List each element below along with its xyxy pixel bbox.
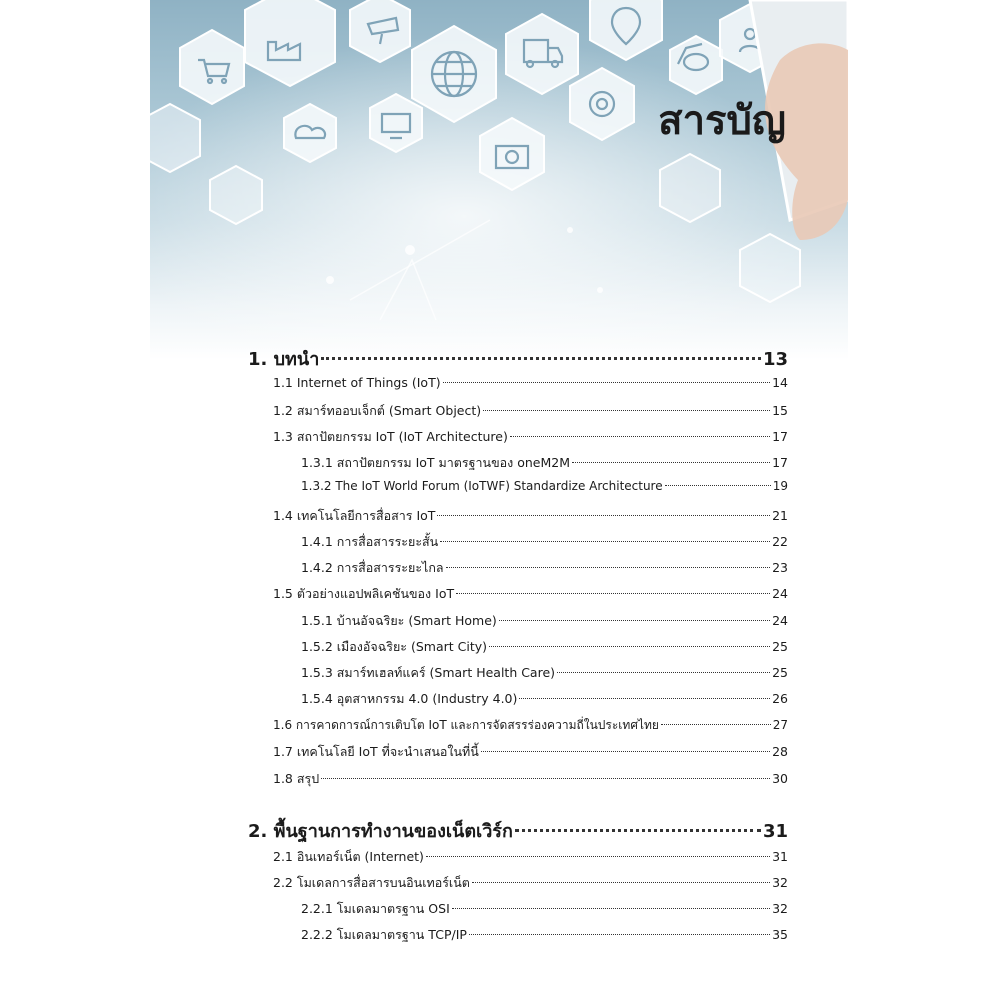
dot-leader [665,485,771,486]
page-number: 22 [772,534,788,549]
page-number: 26 [772,691,788,706]
toc-subentry[interactable] [301,925,788,945]
dot-leader [510,436,770,437]
entry-title: 2.2 โมเดลการสื่อสารบนอินเทอร์เน็ต [273,875,470,890]
dot-leader [426,856,770,857]
dot-leader [469,934,770,935]
table-of-contents [150,0,848,1000]
page-number: 28 [772,744,788,759]
dot-leader [437,515,770,516]
dot-leader [321,778,770,779]
entry-title: 2.1 อินเทอร์เน็ต (Internet) [273,849,424,864]
toc-entry[interactable] [273,375,788,390]
entry-title: 1.5.2 เมืองอัจฉริยะ (Smart City) [301,639,488,654]
entry-title: 1.5 ตัวอย่างแอปพลิเคชันของ IoT [273,586,455,601]
page-number: 21 [772,508,788,523]
dot-leader [321,357,761,360]
dot-leader [661,724,771,725]
dot-leader [440,541,770,542]
dot-leader [519,698,770,699]
entry-title: 1.5.1 บ้านอัจฉริยะ (Smart Home) [301,613,497,628]
toc-entry[interactable] [273,427,788,447]
book-page [150,0,848,1000]
toc-subentry[interactable] [301,637,788,657]
entry-title: 1.6 การคาดการณ์การเติบโต IoT และการจัดสรรร่องความถี่ในประเทศไทย [273,718,659,732]
page-number: 14 [772,375,788,390]
dot-leader [443,382,771,383]
toc-entry[interactable] [273,769,788,789]
page-number: 24 [772,613,788,628]
page-number: 17 [772,455,788,470]
entry-title: 1.5.4 อุตสาหกรรม 4.0 (Industry 4.0) [301,691,518,706]
entry-title: 1.8 สรุป [273,771,320,786]
dot-leader [446,567,771,568]
toc-entry[interactable] [273,847,788,867]
entry-title: 1.1 Internet of Things (IoT) [273,375,441,390]
toc-subentry[interactable] [301,453,788,473]
toc-entry[interactable] [273,742,788,762]
page-number: 13 [762,349,788,370]
page-number: 25 [772,639,788,654]
toc-subentry[interactable] [301,899,788,919]
entry-title: 1.3.1 สถาปัตยกรรม IoT มาตรฐานของ oneM2M [301,455,570,470]
page-number: 25 [772,665,788,680]
chapter-title: 1. บทนำ [248,349,320,370]
page-number: 23 [772,560,788,575]
toc-entry[interactable] [273,584,788,604]
entry-title: 1.3.2 The IoT World Forum (IoTWF) Standardize Architecture [301,479,663,493]
dot-leader [515,829,761,832]
page-number: 32 [772,901,788,916]
page-number: 27 [772,718,788,732]
toc-subentry[interactable] [301,532,788,552]
toc-subentry[interactable] [301,479,788,493]
page-number: 15 [772,403,788,418]
toc-entry[interactable] [273,401,788,421]
page-number: 17 [772,429,788,444]
chapter-entry[interactable] [248,816,788,845]
toc-subentry[interactable] [301,611,788,631]
entry-title: 1.7 เทคโนโลยี IoT ที่จะนำเสนอในที่นี้ [273,744,479,759]
entry-title: 1.4 เทคโนโลยีการสื่อสาร IoT [273,508,436,523]
dot-leader [452,908,770,909]
dot-leader [499,620,770,621]
toc-subentry[interactable] [301,689,788,709]
chapter-entry[interactable] [248,344,788,373]
page-number: 30 [772,771,788,786]
entry-title: 1.4.1 การสื่อสารระยะสั้น [301,534,439,549]
page-number: 19 [772,479,788,493]
page-number: 24 [772,586,788,601]
page-number: 35 [772,927,788,942]
dot-leader [472,882,770,883]
dot-leader [456,593,770,594]
dot-leader [481,751,770,752]
chapter-title: 2. พื้นฐานการทำงานของเน็ตเวิร์ก [248,821,513,842]
entry-title: 1.4.2 การสื่อสารระยะไกล [301,560,444,575]
dot-leader [572,462,770,463]
page-title: สารบัญ [658,98,786,144]
entry-title: 1.5.3 สมาร์ทเฮลท์แคร์ (Smart Health Care) [301,665,556,680]
toc-subentry[interactable] [301,663,788,683]
page-number: 31 [762,821,788,842]
entry-title: 2.2.1 โมเดลมาตรฐาน OSI [301,901,450,916]
dot-leader [483,410,770,411]
page-number: 32 [772,875,788,890]
toc-entry[interactable] [273,873,788,893]
dot-leader [489,646,770,647]
toc-entry[interactable] [273,716,788,735]
dot-leader [557,672,770,673]
page-number: 31 [772,849,788,864]
entry-title: 1.3 สถาปัตยกรรม IoT (IoT Architecture) [273,429,508,444]
entry-title: 2.2.2 โมเดลมาตรฐาน TCP/IP [301,927,467,942]
toc-subentry[interactable] [301,558,788,578]
toc-entry[interactable] [273,506,788,526]
entry-title: 1.2 สมาร์ทออบเจ็กต์ (Smart Object) [273,403,482,418]
